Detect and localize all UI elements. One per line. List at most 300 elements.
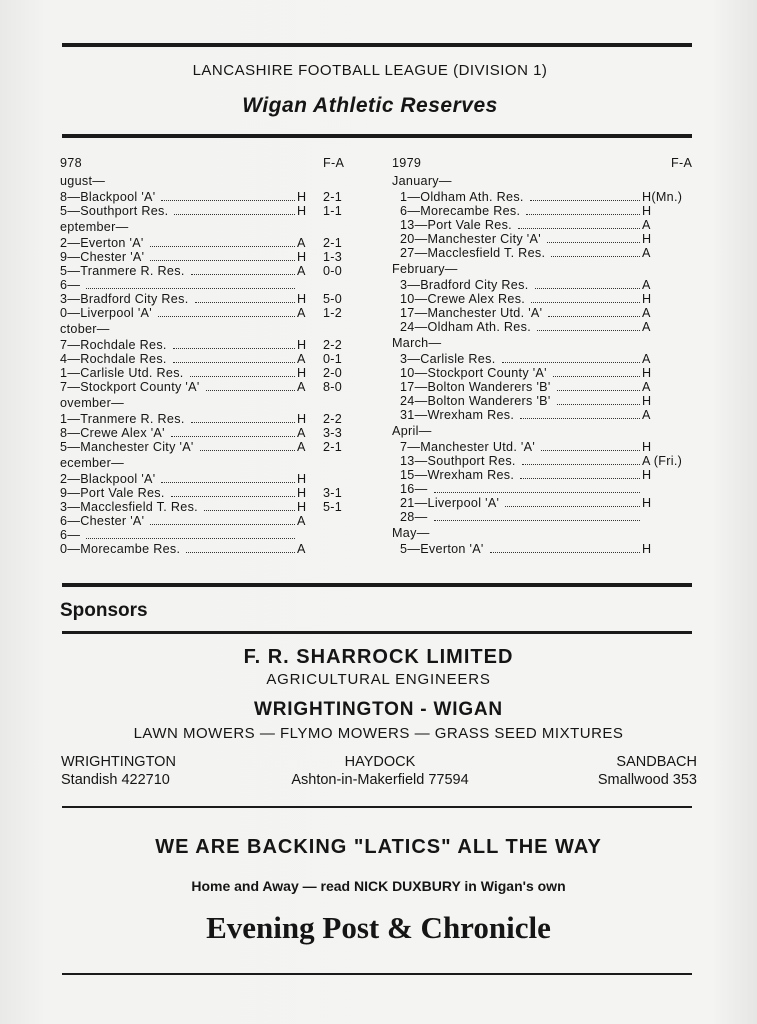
fixture-opponent: Carlisle Utd. Res.	[80, 366, 184, 380]
fixture-date: 16	[400, 482, 415, 496]
fixture-venue: H	[297, 292, 307, 306]
fixture-venue: A	[642, 380, 651, 394]
fixture-row	[60, 412, 360, 426]
fixture-opponent: Crewe Alex 'A'	[80, 426, 165, 440]
branch-wrightington	[61, 753, 176, 789]
fixture-venue: H	[642, 394, 652, 408]
fixture-row	[60, 264, 360, 278]
fixture-row	[392, 352, 697, 366]
fixture-date: 24	[400, 320, 415, 334]
fixture-score: 8-0	[323, 380, 343, 394]
leader-dots	[200, 440, 295, 451]
fixture-venue: H	[642, 468, 652, 482]
fixture-opponent: Crewe Alex Res.	[427, 292, 526, 306]
branch-sandbach	[598, 753, 697, 789]
fixture-venue: A	[297, 440, 306, 454]
fixture-row	[60, 500, 360, 514]
fixture-row	[392, 204, 697, 218]
leader-dots	[537, 320, 640, 331]
fixture-opponent: Tranmere R. Res.	[80, 264, 185, 278]
fixture-text: 15—Wrexham Res.	[400, 468, 515, 482]
branch-phone: Ashton-in-Makerfield 77594	[291, 772, 469, 788]
fixture-date: 6	[60, 278, 68, 292]
fixture-text: 1—Tranmere R. Res.	[60, 412, 185, 426]
leader-dots	[490, 542, 640, 553]
fixture-row	[60, 542, 360, 556]
fixture-row	[60, 426, 360, 440]
fixture-venue: A	[642, 278, 651, 292]
fixture-text: 10—Crewe Alex Res.	[400, 292, 526, 306]
fixture-date: 8	[60, 190, 68, 204]
fa-header-1978: F-A	[323, 156, 345, 170]
fixture-text: 0—Liverpool 'A'	[60, 306, 152, 320]
fixture-score: 1-2	[323, 306, 343, 320]
fixture-row	[392, 482, 697, 496]
fixture-venue: H	[297, 190, 307, 204]
fixture-venue: A	[642, 218, 651, 232]
leader-dots	[150, 514, 295, 525]
fixture-row	[392, 190, 697, 204]
fixture-date: 7	[400, 440, 408, 454]
leader-dots	[86, 528, 295, 539]
fixture-score: 0-0	[323, 264, 343, 278]
fixture-score: 3-3	[323, 426, 343, 440]
leader-dots	[171, 486, 295, 497]
fixture-date: 31	[400, 408, 415, 422]
fixture-venue: H	[297, 250, 307, 264]
fixture-venue: A	[297, 306, 306, 320]
fixture-text: 3—Bradford City Res.	[400, 278, 529, 292]
leader-dots	[173, 338, 295, 349]
year-1978: 978	[60, 156, 82, 170]
leader-dots	[557, 394, 640, 405]
fixture-text: 7—Rochdale Res.	[60, 338, 167, 352]
fixture-venue: H	[642, 232, 652, 246]
branch-place: HAYDOCK	[344, 754, 416, 770]
fixture-date: 6	[400, 204, 408, 218]
fixture-date: 5	[60, 440, 68, 454]
league-title: LANCASHIRE FOOTBALL LEAGUE (DIVISION 1)	[192, 62, 548, 79]
fixture-date: 13	[400, 218, 415, 232]
fixture-date: 2	[60, 472, 68, 486]
month-heading: January—	[392, 174, 452, 188]
fixture-text: 6—Morecambe Res.	[400, 204, 521, 218]
backing-subline: Home and Away — read NICK DUXBURY in Wigan's own	[191, 878, 566, 894]
fixture-row	[392, 496, 697, 510]
sponsor-location: WRIGHTINGTON - WIGAN	[254, 699, 503, 720]
fixture-row	[392, 454, 697, 468]
fa-header-1979: F-A	[671, 156, 693, 170]
fixture-venue: A (Fri.)	[642, 454, 683, 468]
leader-dots	[150, 250, 295, 261]
fixture-opponent: Wrexham Res.	[427, 408, 515, 422]
fixture-score: 5-0	[323, 292, 343, 306]
fixture-date: 7	[60, 380, 68, 394]
fixture-opponent: Morecambe Res.	[420, 204, 521, 218]
fixture-score: 2-0	[323, 366, 343, 380]
fixture-text: 5—Manchester City 'A'	[60, 440, 194, 454]
branch-place: SANDBACH	[616, 754, 697, 770]
leader-dots	[547, 232, 640, 243]
fixture-opponent: Chester 'A'	[80, 250, 145, 264]
sponsor-products: LAWN MOWERS — FLYMO MOWERS — GRASS SEED MIXTURES	[133, 725, 624, 742]
sponsor-company: F. R. SHARROCK LIMITED	[243, 646, 514, 668]
fixture-venue: A	[642, 246, 651, 260]
leader-dots	[186, 542, 295, 553]
fixture-venue: H	[297, 486, 307, 500]
fixtures-1978-column	[60, 154, 360, 556]
fixture-opponent: Bolton Wanderers 'B'	[427, 380, 551, 394]
fixture-opponent: Port Vale Res.	[80, 486, 165, 500]
fixture-text: 4—Rochdale Res.	[60, 352, 167, 366]
fixture-row	[60, 204, 360, 218]
fixture-opponent: Wrexham Res.	[427, 468, 515, 482]
fixture-date: 5	[60, 204, 68, 218]
fixture-text: 7—Manchester Utd. 'A'	[400, 440, 536, 454]
fixture-date: 20	[400, 232, 415, 246]
leader-dots	[434, 510, 640, 521]
fixture-row	[392, 380, 697, 394]
leader-dots	[548, 306, 640, 317]
fixture-row	[60, 236, 360, 250]
fixture-opponent: Manchester City 'A'	[80, 440, 194, 454]
fixture-venue: A	[297, 352, 306, 366]
fixture-text: 31—Wrexham Res.	[400, 408, 515, 422]
fixture-date: 17	[400, 306, 415, 320]
month-heading: February—	[392, 262, 458, 276]
fixture-text: 27—Macclesfield T. Res.	[400, 246, 546, 260]
leader-dots	[158, 306, 295, 317]
fixture-row	[392, 218, 697, 232]
fixture-row	[60, 514, 360, 528]
fixture-date: 7	[60, 338, 68, 352]
fixture-text: 13—Southport Res.	[400, 454, 516, 468]
leader-dots	[161, 472, 295, 483]
fixture-opponent: Port Vale Res.	[427, 218, 512, 232]
leader-dots	[86, 278, 295, 289]
fixture-text: 3—Carlisle Res.	[400, 352, 496, 366]
fixture-venue: H	[297, 366, 307, 380]
fixture-text: 9—Chester 'A'	[60, 250, 145, 264]
fixture-opponent: Liverpool 'A'	[80, 306, 152, 320]
fixture-row	[392, 440, 697, 454]
leader-dots	[518, 218, 640, 229]
leader-dots	[173, 352, 295, 363]
fixtures-1979-column	[392, 154, 697, 556]
fixture-text: 9—Port Vale Res.	[60, 486, 165, 500]
fixture-venue: H	[297, 412, 307, 426]
fixture-row	[392, 394, 697, 408]
fixture-date: 5	[60, 264, 68, 278]
fixture-date: 4	[60, 352, 68, 366]
month-heading: March—	[392, 336, 442, 350]
fixture-date: 9	[60, 486, 68, 500]
fixture-text: 21—Liverpool 'A'	[400, 496, 500, 510]
year-1979: 1979	[392, 156, 422, 170]
fixture-row	[60, 472, 360, 486]
fixture-venue: A	[297, 542, 306, 556]
fixture-row	[60, 292, 360, 306]
branch-haydock	[262, 753, 498, 789]
leader-dots	[557, 380, 640, 391]
fixture-text: 17—Bolton Wanderers 'B'	[400, 380, 551, 394]
fixture-row	[60, 306, 360, 320]
fixture-row	[60, 352, 360, 366]
fixture-venue: H	[297, 500, 307, 514]
fixture-row	[392, 320, 697, 334]
fixture-venue: H	[642, 204, 652, 218]
newspaper-name: Evening Post & Chronicle	[206, 910, 551, 945]
fixture-date: 6	[60, 528, 68, 542]
fixture-venue: H	[297, 338, 307, 352]
bottom-rule	[62, 973, 692, 975]
fixture-row	[392, 306, 697, 320]
fixture-row	[392, 542, 697, 556]
fixture-venue: H	[642, 542, 652, 556]
leader-dots	[530, 190, 640, 201]
fixture-text: 2—Everton 'A'	[60, 236, 144, 250]
leader-dots	[191, 264, 295, 275]
leader-dots	[191, 412, 295, 423]
branch-phone: Smallwood 353	[597, 772, 697, 788]
fixture-opponent: Rochdale Res.	[80, 338, 167, 352]
fixture-text: 8—Crewe Alex 'A'	[60, 426, 165, 440]
fixture-row	[392, 292, 697, 306]
fixture-score: 2-2	[323, 338, 343, 352]
sponsors-heading: Sponsors	[60, 600, 148, 621]
fixture-venue: H	[642, 440, 652, 454]
fixture-text: 24—Oldham Ath. Res.	[400, 320, 532, 334]
fixture-row	[60, 528, 360, 542]
fixture-venue: H	[642, 292, 652, 306]
fixture-row	[60, 380, 360, 394]
backing-slogan: WE ARE BACKING "LATICS" ALL THE WAY	[155, 836, 602, 858]
fixture-opponent: Liverpool 'A'	[427, 496, 500, 510]
fixture-text: 1—Carlisle Utd. Res.	[60, 366, 184, 380]
fixture-date: 0	[60, 542, 68, 556]
month-heading: ovember—	[60, 396, 124, 410]
fixture-venue: A	[642, 352, 651, 366]
fixture-date: 17	[400, 380, 415, 394]
fixture-venue: H	[642, 496, 652, 510]
fixture-text: 0—Morecambe Res.	[60, 542, 181, 556]
fixture-text: 2—Blackpool 'A'	[60, 472, 156, 486]
fixture-text: 8—Blackpool 'A'	[60, 190, 156, 204]
fixture-opponent: Tranmere R. Res.	[80, 412, 185, 426]
fixture-venue: A	[297, 236, 306, 250]
fixture-date: 27	[400, 246, 415, 260]
fixture-venue: A	[297, 264, 306, 278]
fixture-opponent: Everton 'A'	[80, 236, 144, 250]
sponsor-divider	[62, 806, 692, 808]
fixture-opponent: Southport Res.	[427, 454, 516, 468]
fixture-date: 5	[400, 542, 408, 556]
fixture-text: 17—Manchester Utd. 'A'	[400, 306, 543, 320]
fixture-row	[60, 440, 360, 454]
fixture-row	[60, 338, 360, 352]
fixture-row	[60, 278, 360, 292]
fixture-score: 0-1	[323, 352, 343, 366]
fixture-date: 10	[400, 292, 415, 306]
fixture-date: 3	[60, 500, 68, 514]
fixture-date: 15	[400, 468, 415, 482]
fixture-opponent: Blackpool 'A'	[80, 190, 156, 204]
fixture-score: 2-1	[323, 236, 343, 250]
fixture-opponent: Oldham Ath. Res.	[427, 320, 532, 334]
fixture-date: 28	[400, 510, 415, 524]
leader-dots	[526, 204, 640, 215]
fixture-score: 1-3	[323, 250, 343, 264]
month-heading: ctober—	[60, 322, 110, 336]
fixture-opponent: Rochdale Res.	[80, 352, 167, 366]
fixture-row	[392, 278, 697, 292]
fixture-opponent: Oldham Ath. Res.	[420, 190, 524, 204]
fixture-opponent: Bolton Wanderers 'B'	[427, 394, 551, 408]
fixture-row	[392, 232, 697, 246]
fixture-date: 10	[400, 366, 415, 380]
leader-dots	[535, 278, 640, 289]
leader-dots	[520, 408, 640, 419]
top-rule	[62, 43, 692, 47]
fixture-venue: A	[297, 514, 306, 528]
fixture-text: 7—Stockport County 'A'	[60, 380, 200, 394]
leader-dots	[204, 500, 295, 511]
fixture-text: 28—	[400, 510, 428, 524]
branch-phone: Standish 422710	[61, 772, 170, 788]
fixture-row	[392, 366, 697, 380]
fixture-opponent: Stockport County 'A'	[80, 380, 200, 394]
fixture-opponent: Chester 'A'	[80, 514, 145, 528]
fixture-score: 5-1	[323, 500, 343, 514]
fixture-date: 1	[60, 366, 68, 380]
fixture-score: 1-1	[323, 204, 343, 218]
leader-dots	[541, 440, 640, 451]
fixture-score: 2-2	[323, 412, 343, 426]
fixture-opponent: Manchester Utd. 'A'	[420, 440, 536, 454]
fixture-venue: H	[642, 366, 652, 380]
fixture-text: 6—	[60, 528, 81, 542]
fixture-opponent: Bradford City Res.	[420, 278, 529, 292]
leader-dots	[531, 292, 640, 303]
fixture-opponent: Southport Res.	[80, 204, 169, 218]
fixture-text: 3—Bradford City Res.	[60, 292, 189, 306]
title-rule	[62, 134, 692, 138]
fixture-date: 2	[60, 236, 68, 250]
fixture-venue: A	[297, 380, 306, 394]
sponsor-trade: AGRICULTURAL ENGINEERS	[266, 671, 491, 688]
fixture-date: 3	[60, 292, 68, 306]
fixture-row	[392, 246, 697, 260]
fixture-text: 24—Bolton Wanderers 'B'	[400, 394, 551, 408]
fixture-row	[392, 510, 697, 524]
fixture-date: 13	[400, 454, 415, 468]
fixture-opponent: Macclesfield T. Res.	[427, 246, 546, 260]
month-heading: May—	[392, 526, 430, 540]
leader-dots	[174, 204, 295, 215]
leader-dots	[206, 380, 295, 391]
leader-dots	[505, 496, 640, 507]
fixture-text: 5—Everton 'A'	[400, 542, 484, 556]
fixture-venue: A	[642, 320, 651, 334]
month-heading: ecember—	[60, 456, 124, 470]
fixture-opponent: Stockport County 'A'	[427, 366, 547, 380]
fixture-row	[60, 366, 360, 380]
fixture-date: 8	[60, 426, 68, 440]
fixture-text: 13—Port Vale Res.	[400, 218, 512, 232]
fixture-text: 5—Southport Res.	[60, 204, 169, 218]
fixture-venue: A	[642, 408, 651, 422]
fixture-venue: H	[297, 204, 307, 218]
fixtures-bottom-rule	[62, 583, 692, 587]
leader-dots	[522, 454, 640, 465]
leader-dots	[434, 482, 640, 493]
fixture-score: 2-1	[323, 190, 343, 204]
fixture-text: 16—	[400, 482, 428, 496]
fixture-text: 5—Tranmere R. Res.	[60, 264, 185, 278]
fixture-date: 3	[400, 352, 408, 366]
fixture-row	[392, 468, 697, 482]
fixture-score: 3-1	[323, 486, 343, 500]
fixture-opponent: Manchester City 'A'	[427, 232, 541, 246]
fixture-date: 3	[400, 278, 408, 292]
fixture-venue: A	[642, 306, 651, 320]
branch-place: WRIGHTINGTON	[61, 754, 176, 770]
fixture-text: 10—Stockport County 'A'	[400, 366, 547, 380]
fixture-opponent: Bradford City Res.	[80, 292, 189, 306]
fixture-opponent: Morecambe Res.	[80, 542, 181, 556]
leader-dots	[195, 292, 295, 303]
leader-dots	[551, 246, 640, 257]
leader-dots	[502, 352, 640, 363]
fixture-venue: A	[297, 426, 306, 440]
fixture-text: 20—Manchester City 'A'	[400, 232, 541, 246]
fixture-date: 21	[400, 496, 415, 510]
fixture-opponent: Macclesfield T. Res.	[80, 500, 198, 514]
leader-dots	[553, 366, 640, 377]
fixture-date: 0	[60, 306, 68, 320]
fixture-opponent: Carlisle Res.	[420, 352, 496, 366]
leader-dots	[190, 366, 295, 377]
fixture-opponent: Everton 'A'	[420, 542, 484, 556]
month-heading: ugust—	[60, 174, 106, 188]
fixture-text: 6—Chester 'A'	[60, 514, 145, 528]
team-title: Wigan Athletic Reserves	[242, 94, 498, 117]
leader-dots	[520, 468, 640, 479]
fixture-text: 1—Oldham Ath. Res.	[400, 190, 524, 204]
fixture-text: 3—Macclesfield T. Res.	[60, 500, 198, 514]
fixture-row	[60, 486, 360, 500]
sponsors-rule	[62, 631, 692, 634]
fixture-venue: H(Mn.)	[642, 190, 683, 204]
fixture-venue: H	[297, 472, 307, 486]
fixture-date: 6	[60, 514, 68, 528]
fixture-text: 6—	[60, 278, 81, 292]
fixture-row	[60, 190, 360, 204]
fixture-date: 1	[400, 190, 408, 204]
leader-dots	[150, 236, 295, 247]
fixture-date: 24	[400, 394, 415, 408]
fixture-opponent: Manchester Utd. 'A'	[427, 306, 543, 320]
month-heading: April—	[392, 424, 432, 438]
fixture-row	[392, 408, 697, 422]
fixture-row	[60, 250, 360, 264]
month-heading: eptember—	[60, 220, 129, 234]
fixture-score: 2-1	[323, 440, 343, 454]
leader-dots	[171, 426, 295, 437]
fixture-date: 1	[60, 412, 68, 426]
fixture-date: 9	[60, 250, 68, 264]
leader-dots	[161, 190, 295, 201]
